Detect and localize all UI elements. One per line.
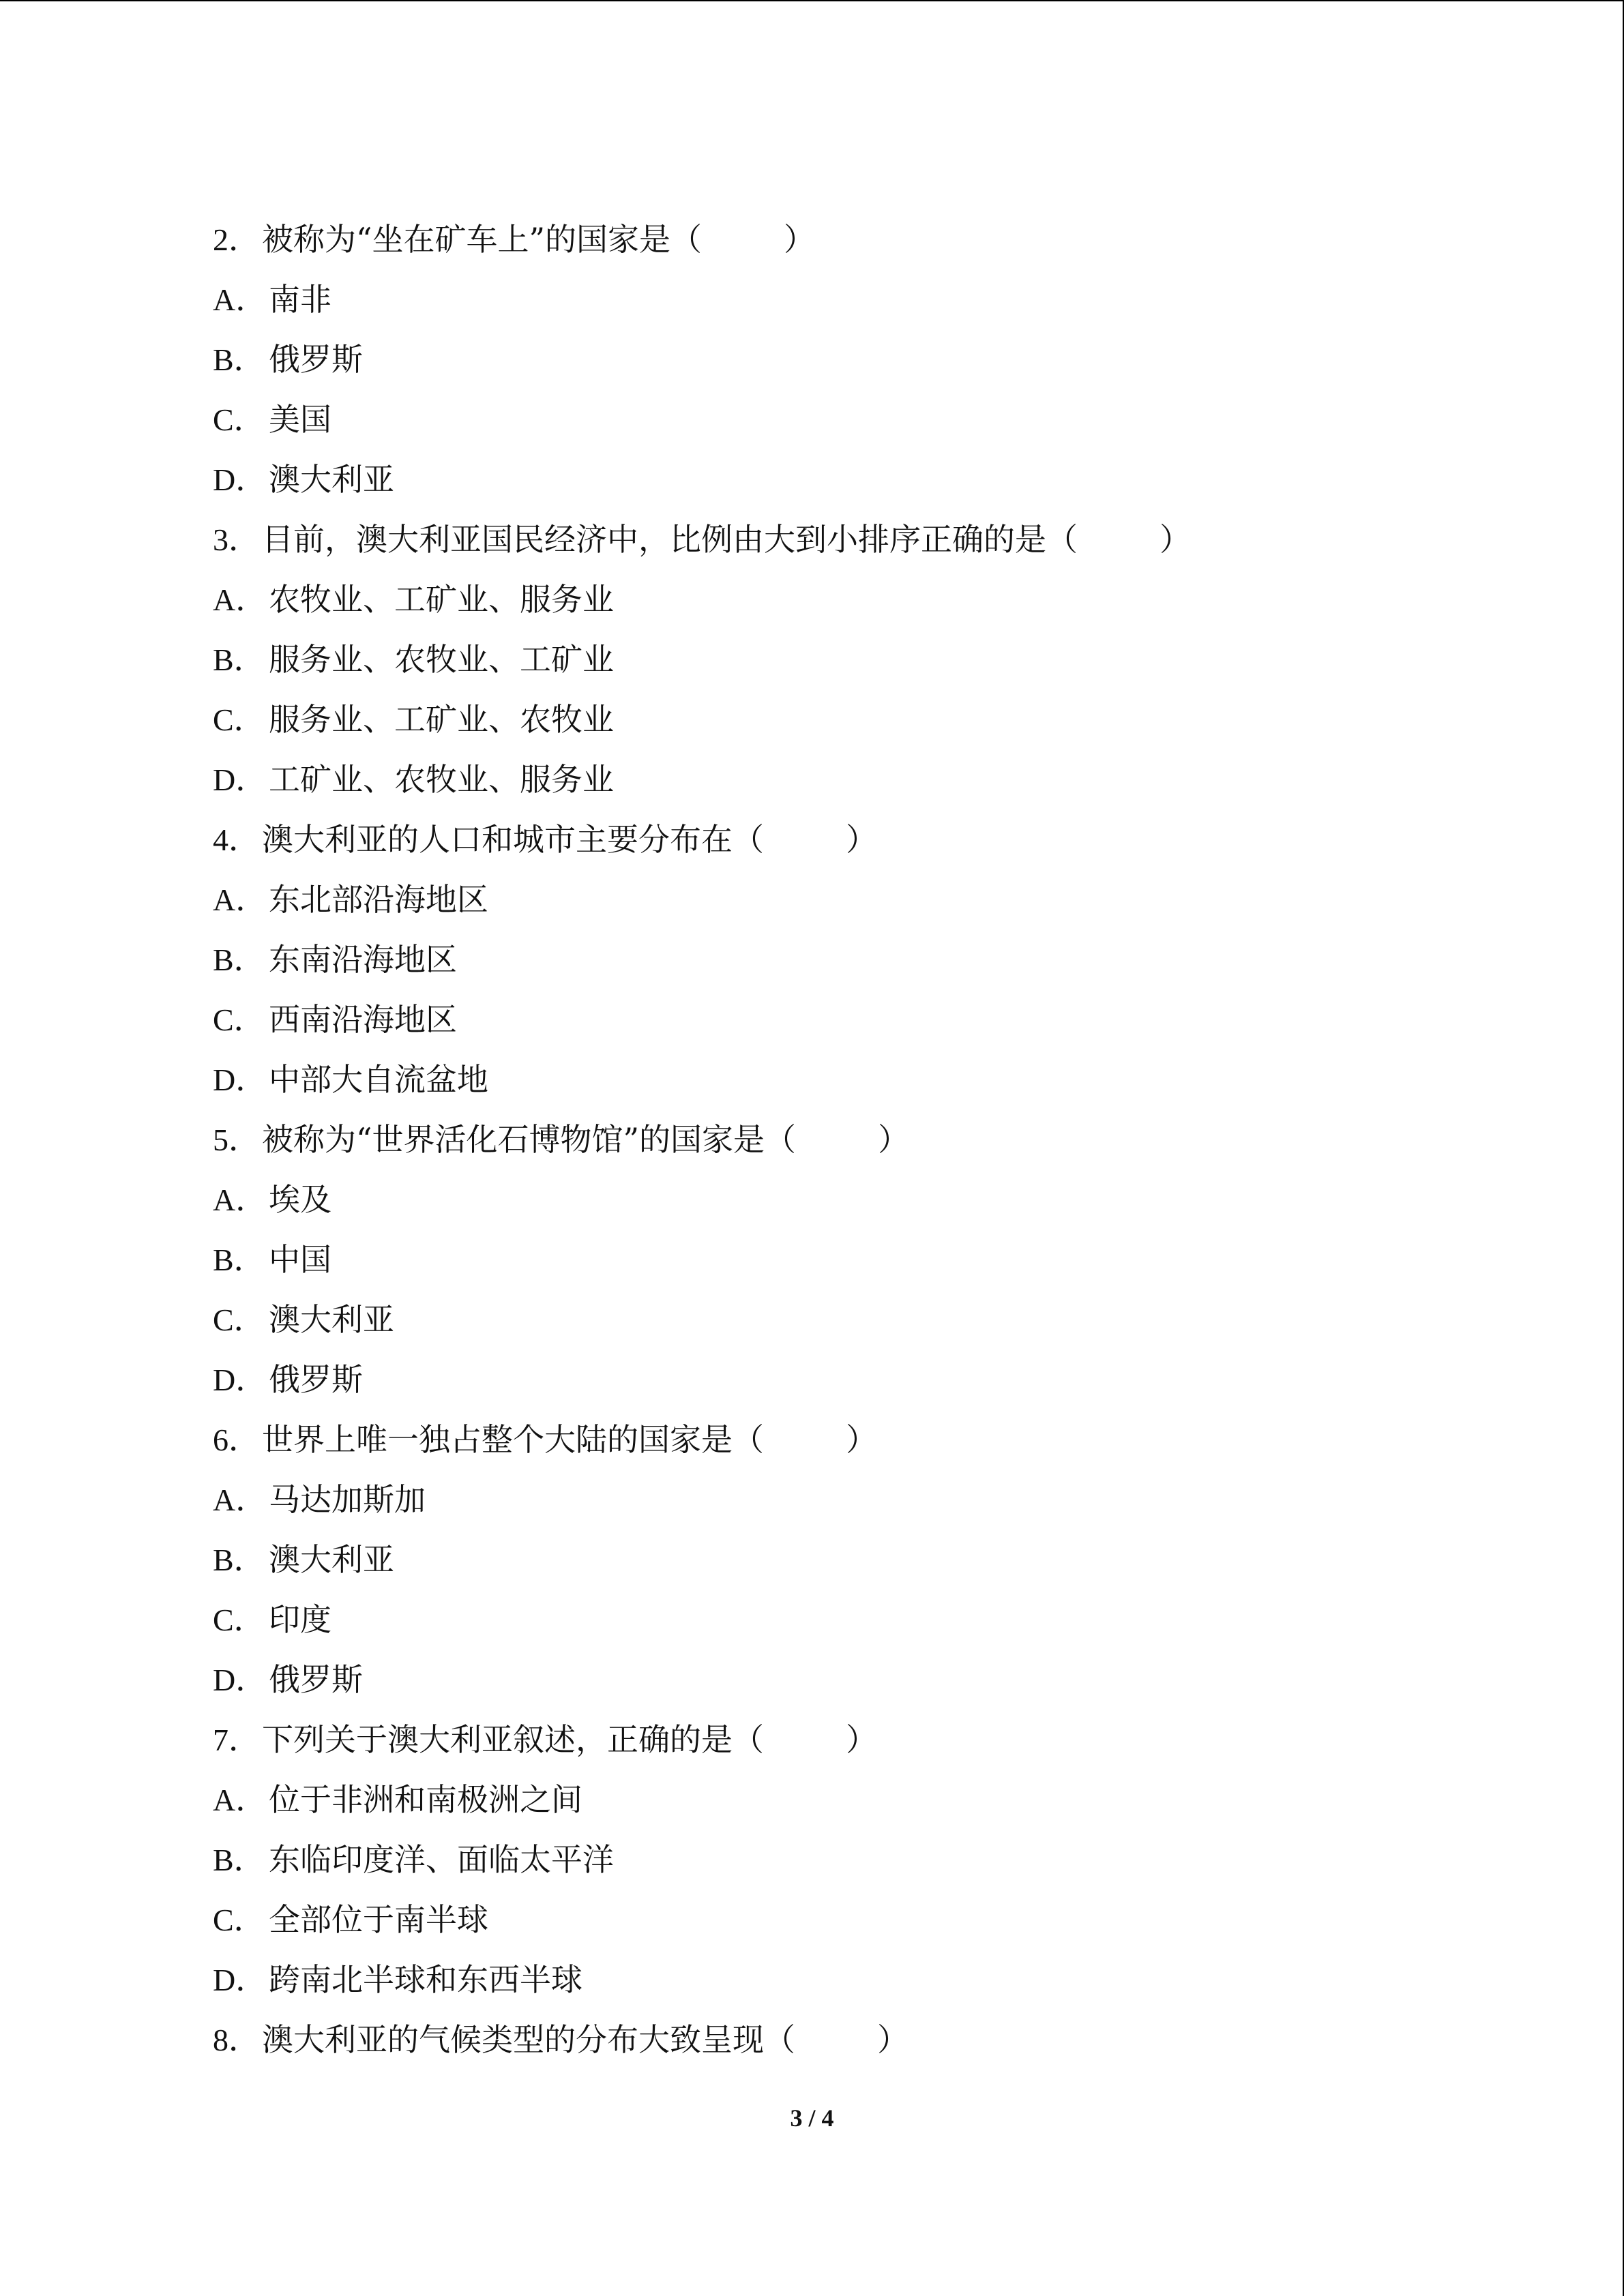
answer-option — [213, 1650, 1509, 1710]
option-text: 东北部沿海地区 — [269, 881, 488, 918]
option-text: 跨南北半球和东西半球 — [269, 1961, 582, 1998]
question-text: 被称为“世界活化石博物馆”的国家是（ — [262, 1121, 797, 1158]
option-letter: D． — [213, 762, 267, 797]
option-letter: C． — [213, 1302, 265, 1337]
answer-option — [213, 1049, 1509, 1109]
answer-option — [213, 629, 1509, 689]
option-letter: B． — [213, 942, 265, 977]
answer-blank-close: ） — [846, 1421, 877, 1458]
question-number: 6． — [213, 1422, 260, 1457]
answer-option — [213, 989, 1509, 1049]
option-text: 西南沿海地区 — [269, 1001, 457, 1038]
option-text: 位于非洲和南极洲之间 — [269, 1781, 582, 1818]
option-letter: A． — [213, 1783, 267, 1817]
answer-blank-close: ） — [878, 1121, 910, 1158]
question-stem — [213, 2010, 1509, 2070]
answer-option — [213, 1229, 1509, 1289]
option-text: 东临印度洋、面临太平洋 — [269, 1841, 614, 1878]
question-number: 7． — [213, 1723, 260, 1757]
page-number: 3 / 4 — [790, 2104, 834, 2132]
answer-option — [213, 389, 1509, 449]
answer-blank-close: ） — [877, 2021, 909, 2058]
option-letter: C． — [213, 1602, 265, 1637]
answer-option — [213, 929, 1509, 989]
option-letter: C． — [213, 702, 265, 737]
question-stem — [213, 509, 1509, 569]
question-text: 澳大利亚的人口和城市主要分布在（ — [262, 821, 764, 858]
answer-option — [213, 1289, 1509, 1350]
option-text: 马达加斯加 — [269, 1481, 426, 1518]
answer-option — [213, 1830, 1509, 1890]
option-text: 工矿业、农牧业、服务业 — [269, 761, 614, 798]
answer-option — [213, 1350, 1509, 1410]
question-number: 8． — [213, 2023, 260, 2057]
option-letter: C． — [213, 1903, 265, 1937]
answer-option — [213, 689, 1509, 749]
question-stem — [213, 209, 1509, 269]
answer-option — [213, 1590, 1509, 1650]
question-number: 2． — [213, 222, 260, 257]
option-text: 农牧业、工矿业、服务业 — [269, 581, 614, 618]
answer-option — [213, 1890, 1509, 1950]
option-text: 俄罗斯 — [269, 1661, 363, 1698]
option-letter: A． — [213, 282, 267, 317]
question-text: 下列关于澳大利亚叙述，正确的是（ — [262, 1721, 764, 1758]
answer-option — [213, 869, 1509, 929]
answer-option — [213, 329, 1509, 389]
answer-option — [213, 449, 1509, 509]
option-letter: B． — [213, 1843, 265, 1877]
option-letter: D． — [213, 462, 267, 497]
answer-option — [213, 1950, 1509, 2010]
option-letter: C． — [213, 402, 265, 437]
option-letter: B． — [213, 342, 265, 377]
question-stem — [213, 1410, 1509, 1470]
question-text: 被称为“坐在矿车上”的国家是（ — [262, 221, 703, 258]
option-letter: D． — [213, 1062, 267, 1097]
option-letter: A． — [213, 882, 267, 917]
question-list — [213, 209, 1509, 2070]
option-text: 埃及 — [269, 1181, 331, 1218]
option-text: 澳大利亚 — [269, 461, 394, 498]
answer-blank-close: ） — [846, 1721, 877, 1758]
option-letter: D． — [213, 1663, 267, 1697]
option-letter: A． — [213, 582, 267, 617]
question-number: 5． — [213, 1122, 260, 1157]
answer-blank-close: ） — [1160, 521, 1191, 558]
question-number: 3． — [213, 522, 260, 557]
option-letter: B． — [213, 642, 265, 677]
answer-blank-close: ） — [784, 221, 816, 258]
option-letter: D． — [213, 1963, 267, 1997]
option-text: 美国 — [269, 401, 331, 438]
option-text: 全部位于南半球 — [269, 1901, 488, 1938]
question-number: 4． — [213, 822, 260, 857]
option-text: 中国 — [269, 1241, 331, 1278]
option-text: 中部大自流盆地 — [269, 1061, 488, 1098]
answer-option — [213, 269, 1509, 329]
option-text: 俄罗斯 — [269, 341, 363, 378]
option-letter: B． — [213, 1242, 265, 1277]
question-stem — [213, 809, 1509, 869]
answer-option — [213, 1770, 1509, 1830]
question-stem — [213, 1109, 1509, 1169]
option-letter: B． — [213, 1542, 265, 1577]
answer-option — [213, 1169, 1509, 1229]
option-text: 服务业、农牧业、工矿业 — [269, 641, 614, 678]
option-text: 印度 — [269, 1601, 331, 1638]
option-letter: C． — [213, 1002, 265, 1037]
option-letter: D． — [213, 1362, 267, 1397]
answer-blank-close: ） — [846, 821, 877, 858]
question-stem — [213, 1710, 1509, 1770]
option-text: 澳大利亚 — [269, 1301, 394, 1338]
question-text: 世界上唯一独占整个大陆的国家是（ — [262, 1421, 764, 1458]
option-text: 澳大利亚 — [269, 1541, 394, 1578]
answer-option — [213, 1470, 1509, 1530]
option-text: 服务业、工矿业、农牧业 — [269, 701, 614, 738]
option-letter: A． — [213, 1182, 267, 1217]
option-text: 南非 — [269, 281, 331, 318]
question-text: 澳大利亚的气候类型的分布大致呈现（ — [262, 2021, 795, 2058]
option-text: 东南沿海地区 — [269, 941, 457, 978]
answer-option — [213, 749, 1509, 809]
question-text: 目前，澳大利亚国民经济中，比例由大到小排序正确的是（ — [262, 521, 1078, 558]
answer-option — [213, 569, 1509, 629]
answer-option — [213, 1530, 1509, 1590]
option-letter: A． — [213, 1482, 267, 1517]
option-text: 俄罗斯 — [269, 1361, 363, 1398]
